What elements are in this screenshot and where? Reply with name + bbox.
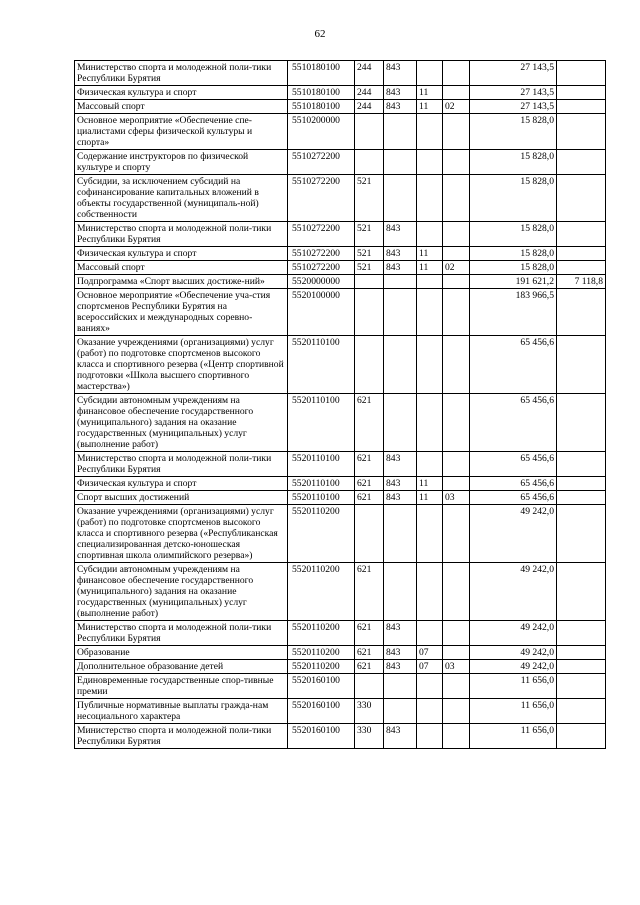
subsection-cell <box>443 150 470 175</box>
table-row <box>75 222 606 247</box>
section-cell: 07 <box>417 660 443 674</box>
row-name-cell: Образование <box>75 646 288 660</box>
section-cell <box>417 61 443 86</box>
target-article-cell: 5520000000 <box>288 275 355 289</box>
table-row <box>75 724 606 749</box>
amount-extra-cell <box>557 505 606 563</box>
table-row <box>75 86 606 100</box>
expense-type-cell: 621 <box>355 646 384 660</box>
amount-cell: 191 621,2 <box>470 275 557 289</box>
section-cell <box>417 289 443 336</box>
amount-cell: 15 828,0 <box>470 114 557 150</box>
row-name-cell: Подпрограмма «Спорт высших достиже-ний» <box>75 275 288 289</box>
amount-cell: 15 828,0 <box>470 261 557 275</box>
administrator-cell <box>384 289 417 336</box>
administrator-cell <box>384 336 417 394</box>
expense-type-cell <box>355 289 384 336</box>
subsection-cell <box>443 86 470 100</box>
administrator-cell: 843 <box>384 491 417 505</box>
administrator-cell: 843 <box>384 61 417 86</box>
subsection-cell: 02 <box>443 261 470 275</box>
row-name-cell: Физическая культура и спорт <box>75 86 288 100</box>
amount-extra-cell <box>557 150 606 175</box>
row-name-cell: Массовый спорт <box>75 261 288 275</box>
amount-cell: 11 656,0 <box>470 674 557 699</box>
subsection-cell <box>443 621 470 646</box>
section-cell: 11 <box>417 247 443 261</box>
subsection-cell <box>443 289 470 336</box>
amount-cell: 49 242,0 <box>470 621 557 646</box>
target-article-cell: 5520110100 <box>288 491 355 505</box>
expense-type-cell: 621 <box>355 477 384 491</box>
expense-type-cell <box>355 114 384 150</box>
subsection-cell: 03 <box>443 660 470 674</box>
table-row <box>75 674 606 699</box>
administrator-cell: 843 <box>384 621 417 646</box>
target-article-cell: 5520110200 <box>288 660 355 674</box>
administrator-cell: 843 <box>384 646 417 660</box>
administrator-cell: 843 <box>384 724 417 749</box>
amount-extra-cell <box>557 86 606 100</box>
expense-type-cell: 330 <box>355 724 384 749</box>
target-article-cell: 5520110200 <box>288 646 355 660</box>
administrator-cell: 843 <box>384 477 417 491</box>
subsection-cell: 03 <box>443 491 470 505</box>
expense-type-cell: 621 <box>355 394 384 452</box>
table-row <box>75 114 606 150</box>
amount-extra-cell <box>557 699 606 724</box>
amount-extra-cell <box>557 660 606 674</box>
amount-cell: 11 656,0 <box>470 724 557 749</box>
subsection-cell <box>443 452 470 477</box>
section-cell <box>417 222 443 247</box>
row-name-cell: Основное мероприятие «Обеспечение уча-стия спортсменов Республики Бурятия на всероссийских и международных соревно-ваниях» <box>75 289 288 336</box>
section-cell <box>417 336 443 394</box>
amount-extra-cell <box>557 452 606 477</box>
amount-extra-cell <box>557 646 606 660</box>
target-article-cell: 5520110200 <box>288 563 355 621</box>
expense-type-cell <box>355 505 384 563</box>
amount-extra-cell <box>557 563 606 621</box>
administrator-cell <box>384 699 417 724</box>
row-name-cell: Массовый спорт <box>75 100 288 114</box>
administrator-cell: 843 <box>384 86 417 100</box>
administrator-cell <box>384 505 417 563</box>
table-row <box>75 100 606 114</box>
table-row <box>75 563 606 621</box>
section-cell <box>417 452 443 477</box>
amount-cell: 49 242,0 <box>470 660 557 674</box>
table-row <box>75 477 606 491</box>
table-row <box>75 452 606 477</box>
subsection-cell <box>443 505 470 563</box>
row-name-cell: Субсидии автономным учреждениям на финансовое обеспечение государственного (муниципального) задания на оказание государственных (муниципальных) услуг (выполнение работ) <box>75 563 288 621</box>
administrator-cell: 843 <box>384 247 417 261</box>
amount-cell: 65 456,6 <box>470 452 557 477</box>
table-row <box>75 646 606 660</box>
subsection-cell <box>443 724 470 749</box>
administrator-cell: 843 <box>384 100 417 114</box>
target-article-cell: 5510272200 <box>288 247 355 261</box>
expense-type-cell: 330 <box>355 699 384 724</box>
amount-extra-cell <box>557 100 606 114</box>
section-cell <box>417 724 443 749</box>
expense-type-cell: 521 <box>355 222 384 247</box>
amount-cell: 27 143,5 <box>470 61 557 86</box>
subsection-cell <box>443 699 470 724</box>
row-name-cell: Министерство спорта и молодежной поли-тики Республики Бурятия <box>75 452 288 477</box>
amount-cell: 65 456,6 <box>470 336 557 394</box>
row-name-cell: Субсидии, за исключением субсидий на софинансирование капитальных вложений в объекты государственной (муниципаль-ной) собственности <box>75 175 288 222</box>
administrator-cell: 843 <box>384 222 417 247</box>
section-cell <box>417 275 443 289</box>
amount-cell: 27 143,5 <box>470 86 557 100</box>
subsection-cell: 02 <box>443 100 470 114</box>
amount-cell: 11 656,0 <box>470 699 557 724</box>
section-cell <box>417 621 443 646</box>
table-row <box>75 336 606 394</box>
table-row <box>75 275 606 289</box>
expense-type-cell: 621 <box>355 660 384 674</box>
expense-type-cell: 621 <box>355 452 384 477</box>
administrator-cell: 843 <box>384 660 417 674</box>
budget-table <box>74 60 606 749</box>
table-row <box>75 621 606 646</box>
amount-extra-cell <box>557 289 606 336</box>
section-cell <box>417 114 443 150</box>
section-cell: 11 <box>417 477 443 491</box>
amount-cell: 15 828,0 <box>470 222 557 247</box>
row-name-cell: Физическая культура и спорт <box>75 247 288 261</box>
amount-extra-cell <box>557 394 606 452</box>
amount-cell: 49 242,0 <box>470 505 557 563</box>
section-cell: 11 <box>417 100 443 114</box>
row-name-cell: Министерство спорта и молодежной поли-тики Республики Бурятия <box>75 222 288 247</box>
administrator-cell: 843 <box>384 452 417 477</box>
table-row <box>75 660 606 674</box>
target-article-cell: 5520100000 <box>288 289 355 336</box>
subsection-cell <box>443 394 470 452</box>
page-number: 62 <box>314 28 326 40</box>
row-name-cell: Физическая культура и спорт <box>75 477 288 491</box>
row-name-cell: Содержание инструкторов по физической культуре и спорту <box>75 150 288 175</box>
subsection-cell <box>443 222 470 247</box>
amount-cell: 27 143,5 <box>470 100 557 114</box>
expense-type-cell <box>355 336 384 394</box>
expense-type-cell: 244 <box>355 61 384 86</box>
target-article-cell: 5510272200 <box>288 175 355 222</box>
target-article-cell: 5510200000 <box>288 114 355 150</box>
row-name-cell: Оказание учреждениями (организациями) услуг (работ) по подготовке спортсменов высокого класса и спортивного резерва («Республиканская специализированная детско-юношеская спортивная школа олимпийского резерва») <box>75 505 288 563</box>
target-article-cell: 5520110100 <box>288 452 355 477</box>
row-name-cell: Спорт высших достижений <box>75 491 288 505</box>
expense-type-cell <box>355 275 384 289</box>
amount-cell: 15 828,0 <box>470 175 557 222</box>
subsection-cell <box>443 61 470 86</box>
table-row <box>75 247 606 261</box>
amount-extra-cell <box>557 621 606 646</box>
target-article-cell: 5520110200 <box>288 621 355 646</box>
amount-extra-cell <box>557 477 606 491</box>
target-article-cell: 5510180100 <box>288 86 355 100</box>
row-name-cell: Публичные нормативные выплаты гражда-нам несоциального характера <box>75 699 288 724</box>
amount-cell: 65 456,6 <box>470 477 557 491</box>
amount-cell: 15 828,0 <box>470 150 557 175</box>
target-article-cell: 5510180100 <box>288 61 355 86</box>
row-name-cell: Министерство спорта и молодежной поли-тики Республики Бурятия <box>75 724 288 749</box>
expense-type-cell <box>355 674 384 699</box>
section-cell <box>417 699 443 724</box>
section-cell <box>417 563 443 621</box>
subsection-cell <box>443 336 470 394</box>
expense-type-cell: 244 <box>355 100 384 114</box>
expense-type-cell: 521 <box>355 247 384 261</box>
row-name-cell: Министерство спорта и молодежной поли-тики Республики Бурятия <box>75 61 288 86</box>
expense-type-cell: 621 <box>355 621 384 646</box>
section-cell: 07 <box>417 646 443 660</box>
target-article-cell: 5510180100 <box>288 100 355 114</box>
expense-type-cell: 521 <box>355 175 384 222</box>
amount-cell: 15 828,0 <box>470 247 557 261</box>
section-cell <box>417 674 443 699</box>
row-name-cell: Основное мероприятие «Обеспечение спе-циалистами сферы физической культуры и спорта» <box>75 114 288 150</box>
amount-extra-cell <box>557 175 606 222</box>
table-row <box>75 394 606 452</box>
expense-type-cell: 521 <box>355 261 384 275</box>
row-name-cell: Дополнительное образование детей <box>75 660 288 674</box>
table-row <box>75 150 606 175</box>
administrator-cell <box>384 114 417 150</box>
target-article-cell: 5520160100 <box>288 724 355 749</box>
subsection-cell <box>443 477 470 491</box>
table-row <box>75 261 606 275</box>
target-article-cell: 5520110200 <box>288 505 355 563</box>
administrator-cell <box>384 175 417 222</box>
target-article-cell: 5520110100 <box>288 394 355 452</box>
table-row <box>75 61 606 86</box>
amount-extra-cell: 7 118,8 <box>557 275 606 289</box>
administrator-cell: 843 <box>384 261 417 275</box>
section-cell: 11 <box>417 86 443 100</box>
section-cell <box>417 150 443 175</box>
amount-extra-cell <box>557 724 606 749</box>
subsection-cell <box>443 175 470 222</box>
administrator-cell <box>384 394 417 452</box>
table-row <box>75 699 606 724</box>
row-name-cell: Оказание учреждениями (организациями) услуг (работ) по подготовке спортсменов высокого класса и спортивного резерва («Центр спортивной подготовки «Школа высшего спортивного мастерства») <box>75 336 288 394</box>
table-row <box>75 289 606 336</box>
row-name-cell: Министерство спорта и молодежной поли-тики Республики Бурятия <box>75 621 288 646</box>
amount-extra-cell <box>557 261 606 275</box>
row-name-cell: Субсидии автономным учреждениям на финансовое обеспечение государственного (муниципального) задания на оказание государственных (муниципальных) услуг (выполнение работ) <box>75 394 288 452</box>
target-article-cell: 5520160100 <box>288 674 355 699</box>
row-name-cell: Единовременные государственные спор-тивные премии <box>75 674 288 699</box>
amount-cell: 49 242,0 <box>470 646 557 660</box>
expense-type-cell: 244 <box>355 86 384 100</box>
amount-extra-cell <box>557 114 606 150</box>
expense-type-cell: 621 <box>355 563 384 621</box>
target-article-cell: 5510272200 <box>288 222 355 247</box>
subsection-cell <box>443 114 470 150</box>
amount-extra-cell <box>557 491 606 505</box>
amount-cell: 183 966,5 <box>470 289 557 336</box>
section-cell <box>417 394 443 452</box>
subsection-cell <box>443 646 470 660</box>
expense-type-cell: 621 <box>355 491 384 505</box>
expense-type-cell <box>355 150 384 175</box>
amount-extra-cell <box>557 336 606 394</box>
target-article-cell: 5520110100 <box>288 336 355 394</box>
subsection-cell <box>443 674 470 699</box>
amount-cell: 65 456,6 <box>470 491 557 505</box>
target-article-cell: 5510272200 <box>288 150 355 175</box>
administrator-cell <box>384 150 417 175</box>
amount-extra-cell <box>557 222 606 247</box>
subsection-cell <box>443 275 470 289</box>
target-article-cell: 5520160100 <box>288 699 355 724</box>
table-row <box>75 505 606 563</box>
administrator-cell <box>384 674 417 699</box>
subsection-cell <box>443 563 470 621</box>
section-cell: 11 <box>417 491 443 505</box>
target-article-cell: 5510272200 <box>288 261 355 275</box>
administrator-cell <box>384 563 417 621</box>
section-cell <box>417 505 443 563</box>
amount-extra-cell <box>557 674 606 699</box>
administrator-cell <box>384 275 417 289</box>
amount-extra-cell <box>557 61 606 86</box>
section-cell: 11 <box>417 261 443 275</box>
subsection-cell <box>443 247 470 261</box>
section-cell <box>417 175 443 222</box>
amount-extra-cell <box>557 247 606 261</box>
table-row <box>75 175 606 222</box>
amount-cell: 65 456,6 <box>470 394 557 452</box>
target-article-cell: 5520110100 <box>288 477 355 491</box>
table-row <box>75 491 606 505</box>
amount-cell: 49 242,0 <box>470 563 557 621</box>
budget-table-body <box>75 61 606 749</box>
